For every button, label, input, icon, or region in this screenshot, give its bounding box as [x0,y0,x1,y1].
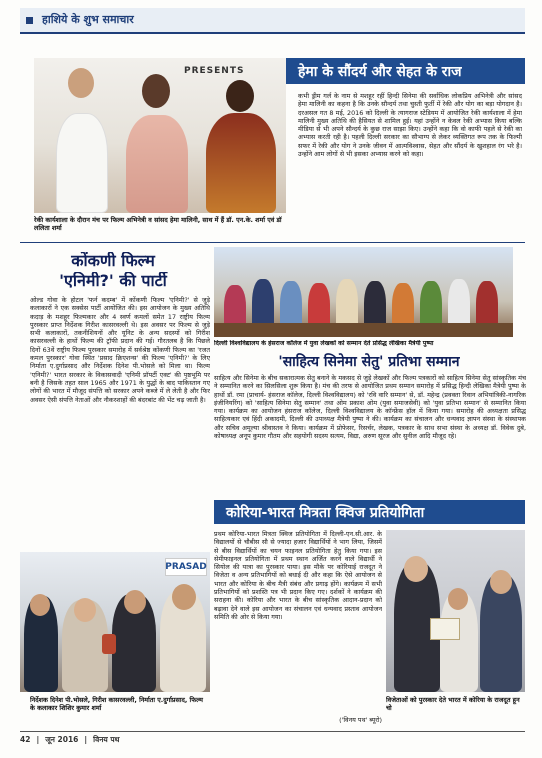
story3-body: साहित्य और सिनेमा के बीच सकारात्मक सेतु बनाने के मकसद से जुड़े लेखकों और फिल्म पत्रकारों को साहित्य सिनेमा सेतु सांस्कृतिक मंच ने सम्मानित करने का सिलसिला शुरू किया है। मंच की तरफ से आयोजित प्रथम सम्मान समारोह में प्रसिद्ध हिन्दी लेखिका मैत्रेयी पुष्पा के हाथों डॉ. रमा (प्राचार्य- हंसराज कॉलेज, दिल्ली विश्वविद्यालय) को 'रवि वारि सम्मान' से, डॉ. महेन्द्र (प्रवक्ता रिवान अभियांत्रिकी-नागरिक इंजीनियरिंग) को 'साहित्य सिनेमा सेतु सम्मान' तथा ओम प्रकाश ओम (युवा समाजसेवी) को 'युवा प्रतिभा सम्मान' से सम्मानित किया गया। कार्यक्रम का आयोजन हंसराज कॉलेज, दिल्ली विश्वविद्यालय के कॉन्फ्रेंस हॉल में किया गया। समारोह की अध्यक्षता प्रसिद्ध साहित्यकार एवं हिंदी अकादमी, दिल्ली की उपाध्यक्ष मैत्रेयी पुष्पा ने की। कार्यक्रम का संचालन और धन्यवाद ज्ञापन संस्था के संस्थापक और सचिव अमूल्या श्रीवास्तव ने किया। कार्यक्रम में प्रोफेसर, रिसर्चर, लेखक, पत्रकार के साथ सभा संस्था के अध्यक्ष डॉ. विवेक दुबे, कोषाध्यक्ष अनूप कुमार गौतम और सहयोगी सदस्य सत्यम, विद्या, अरुण सूरज और सुनील आदि मौजूद रहे। [214,374,526,441]
person-head [68,68,94,98]
story3-headline: 'साहित्य सिनेमा सेतु' प्रतिभा सम्मान [278,354,460,370]
person-head [448,588,468,610]
photo-banner: PRESENTS [184,66,245,76]
person-figure [206,113,276,213]
person-head [404,556,428,582]
story3-caption: दिल्ली विश्वविद्यालय के हंसराज कॉलेज में युवा लेखकों को सम्मान देते प्रसिद्ध लेखिका मैत्रेयी पुष्पा [214,340,434,347]
section-header [20,8,525,34]
hema-event-photo [34,58,286,213]
story2-headline-line1: कोंकणी फिल्म [71,252,155,270]
story4-caption: विजेताओं को पुरस्कार देते भारत में कोरिया के राजदूत हून चो [386,696,520,713]
film-party-photo [20,552,210,692]
footer-separator: | [36,735,40,744]
page-number: 42 [20,735,31,744]
story2-headline-line2: 'एनिमी?' की पार्टी [59,272,167,290]
footer-separator: | [84,735,88,744]
person-head [30,594,50,616]
story1-headline: हेमा के सौंदर्य और सेहत के राज [286,58,525,84]
person-head [74,598,96,622]
person-head [172,584,196,610]
certificate-shape [430,618,460,640]
page-footer [20,731,525,747]
section-title: हाशिये के शुभ समाचार [42,13,134,26]
person-figure [56,113,108,213]
story4-credit: ('विनय पथ' ब्यूरो) [339,716,382,724]
section-divider [20,242,525,243]
person-head [124,590,146,614]
story1-body: कभी ड्रीम गर्ल के नाम से मशहूर रहीं हिन्दी सिनेमा की सर्वाधिक लोकप्रिय अभिनेत्री और सांसद हेमा मालिनी का कहना है कि उनके सौन्दर्य तथा चुस्ती फुर्ती में रेकी और योग का बड़ा योगदान है। दरअसल गत 8 मई, 2016 को दिल्ली के त्यागराज स्टेडियम में आयोजित रेकी कार्यशाला में हेमा मालिनी मुख्य अतिथि की हैसियत से शामिल हुई। यहां उन्होंने न केवल रेकी अभ्यास किया बल्कि मीडिया से भी अपने सौन्दर्य के कुछ राज साझा किए। उन्होंने कहा कि वो काफी पहले से रेकी का अभ्यास करती रही है। पहली दिल्ली सरकार का सौभाग्य से लेकर व्यक्तिगत रूप तक के फिल्मी सफर में रेकी और योग ने उनके जीवन में आत्मविश्वास, सेहत और सौंदर्य के खुशहाल रंग भरे है। उन्होंने आम लोगों से भी इसका अभ्यास करने को कहा। [298,92,522,159]
person-head [490,570,512,594]
trophy-shape [102,634,116,654]
story1-caption: रेकी कार्यशाला के दौरान मंच पर फिल्म अभिनेत्री व सांसद हेमा मालिनी, साथ में हैं डॉ. एन.के. शर्मा एवं डॉ ललिता शर्मा [34,216,282,233]
person-figure [126,115,188,213]
person-head [142,74,170,108]
magazine-name: विनय पथ [93,735,120,744]
table-surface [214,323,513,337]
award-ceremony-photo [214,247,513,337]
story2-caption: निर्देशक दिनेश पी.भोसले, गिरीश कासरवल्ली, निर्माता ए.दुर्गाप्रसाद, फिल्म के कलाकार शिशिर कुमार शर्मा [30,696,203,713]
issue-date: जून 2016 [45,735,79,744]
story2-body: ओल्ड गोवा के होटल 'फर्न कदम्ब' में कोंकणी फिल्म 'एनिमी?' से जुड़े कलाकारों ने एक सक्सेस पार्टी आयोजित की। इस आयोजन के मुख्य अतिथि कदाड़ के मशहूर फिल्मकार और 4 स्वर्ण कमलों समेत 17 राष्ट्रीय फिल्म पुरस्कार प्राप्त निर्देशक गिरीश कासरवल्ली थे। इस अवसर पर फिल्म से जुड़े सभी कलाकारों, तकनीशियनों और यूनिट के अन्य सदस्यों को गिरीश कासरवल्ली के हाथों फिल्म की ट्रॉफी प्रदान की गई। गौरतलब है कि पिछले दिनों 63वें राष्ट्रीय फिल्म पुरस्कार समारोह में सर्वश्रेष्ठ कोंकणी फिल्म का 'रजत कमल पुरस्कार' गोवा स्थित 'प्रसाद क्रिएशन्स' की फिल्म 'एनिमी?' के लिए निर्माता ए.दुर्गाप्रसाद और निर्देशक दिनेश पी.भोसले को मिला था। फिल्म 'एनिमी?' भारत सरकार के विकासवादी 'एनिमी प्रॉपर्टी एक्ट' की पृष्ठभूमि पर बनी है जिसके तहत साल 1965 और 1971 के युद्धों के बाद पाकिस्तान गए लोगों की भारत में मौजूद संपत्ति को सरकार अपने कब्जे में ले लेती है और फिर अवसर ऐसी संपत्ति नेताओं और नौकरशाहों की बंदरबांट की भेंट चढ़ जाती है। [30,296,210,404]
story4-headline: कोरिया-भारत मित्रता क्विज प्रतियोगिता [214,500,525,524]
story4-body: प्रथम कोरिया-भारत मित्रता क्विज प्रतियोगिता में दिल्ली-एन.सी.आर. के विद्यालयों से चौबीस सौ से ज्यादा हजार विद्यार्थियों ने भाग लिया, जिसमें से बीस विद्यार्थियों का चयन फाइनल प्रतियोगिता हेतु किया गया। इस सेमीफाइनल प्रतियोगिता में प्रथम स्थान अर्जित करने वाले विद्यार्थी ने सियोल की यात्रा का पुरस्कार पाया। इस मौके पर कोरियाई राजदूत ने विजेता व अन्य प्रतिभागियों को बधाई दी और कहा कि ऐसे आयोजन से भारत और कोरिया के बीच मैत्री संबंध और प्रगाढ़ होंगे। कार्यक्रम में सभी प्रतिभागियों को प्रशस्ति पत्र भी प्रदान किए गए। दर्शकों ने कार्यक्रम की सराहना की। कोरिया और भारत के बीच सांस्कृतिक आदान-प्रदान को बढ़ावा देने वाले इस आयोजन का संचालन एवं धन्यवाद प्रस्ताव आयोजन समिति की ओर से किया गया। [214,530,382,621]
prasad-logo: PRASAD [165,558,207,576]
quiz-award-photo [386,530,525,692]
header-square-icon [26,17,33,24]
person-head [226,80,254,112]
